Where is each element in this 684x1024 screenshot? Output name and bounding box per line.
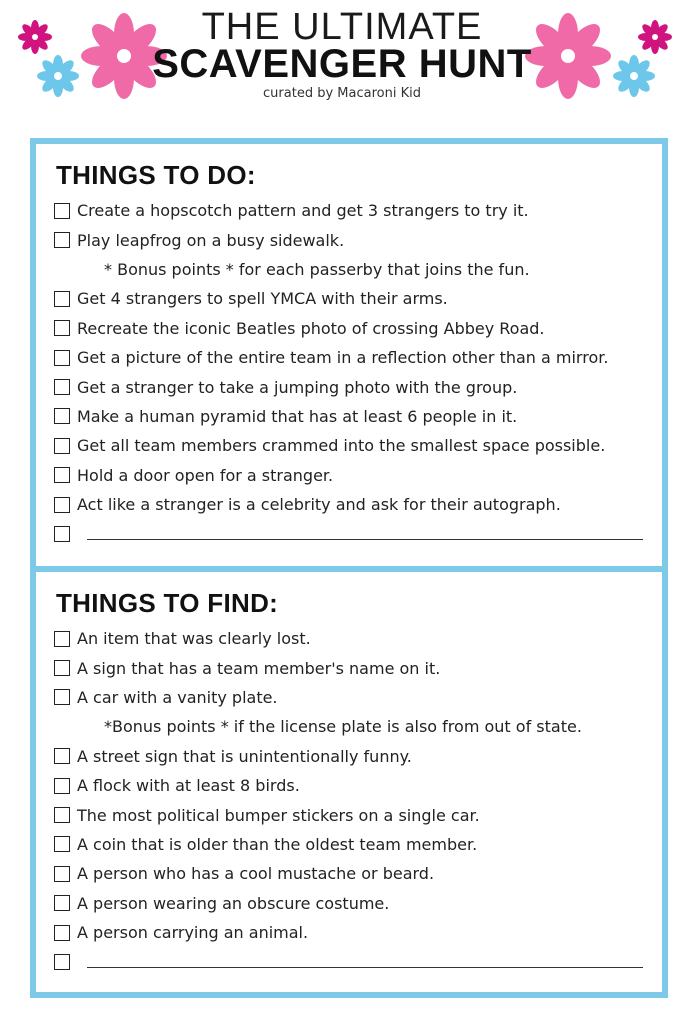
list-item bbox=[54, 830, 654, 859]
list-item bbox=[54, 402, 654, 431]
item-text: A coin that is older than the oldest team member. bbox=[77, 834, 478, 854]
checkbox[interactable] bbox=[54, 467, 70, 483]
list-item bbox=[54, 800, 654, 829]
checkbox[interactable] bbox=[54, 350, 70, 366]
item-text: Create a hopscotch pattern and get 3 strangers to try it. bbox=[77, 201, 529, 221]
write-in-line[interactable] bbox=[87, 539, 643, 540]
checkbox[interactable] bbox=[54, 836, 70, 852]
checkbox[interactable] bbox=[54, 291, 70, 307]
checkbox[interactable] bbox=[54, 748, 70, 764]
list-item bbox=[54, 742, 654, 771]
checkbox[interactable] bbox=[54, 866, 70, 882]
list-item bbox=[54, 431, 654, 460]
item-text: Get 4 strangers to spell YMCA with their arms. bbox=[77, 289, 448, 309]
write-in-line[interactable] bbox=[87, 967, 643, 968]
things-to-find-heading: THINGS TO FIND: bbox=[56, 588, 279, 618]
item-text: A flock with at least 8 birds. bbox=[77, 776, 300, 796]
list-item bbox=[54, 918, 654, 947]
checkbox[interactable] bbox=[54, 660, 70, 676]
checkbox[interactable] bbox=[54, 232, 70, 248]
item-text: A street sign that is unintentionally funny. bbox=[77, 746, 412, 766]
blank-list-item bbox=[54, 947, 654, 976]
checkbox[interactable] bbox=[54, 689, 70, 705]
item-text: An item that was clearly lost. bbox=[77, 629, 311, 649]
checkbox[interactable] bbox=[54, 408, 70, 424]
checkbox[interactable] bbox=[54, 526, 70, 542]
checkbox[interactable] bbox=[54, 895, 70, 911]
blank-list-item bbox=[54, 519, 654, 548]
list-item bbox=[54, 225, 654, 254]
item-text: The most political bumper stickers on a single car. bbox=[77, 805, 480, 825]
list-item bbox=[54, 889, 654, 918]
item-text: A person who has a cool mustache or beard. bbox=[77, 864, 435, 884]
list-item bbox=[54, 683, 654, 712]
item-text: A person wearing an obscure costume. bbox=[77, 893, 390, 913]
list-item bbox=[54, 343, 654, 372]
bonus-note-text: *Bonus points * if the license plate is also from out of state. bbox=[104, 717, 582, 737]
bonus-note bbox=[54, 255, 654, 284]
header bbox=[0, 0, 684, 128]
item-text: Hold a door open for a stranger. bbox=[77, 465, 334, 485]
checkbox[interactable] bbox=[54, 379, 70, 395]
item-text: Get a picture of the entire team in a reflection other than a mirror. bbox=[77, 348, 609, 368]
item-text: Act like a stranger is a celebrity and ask for their autograph. bbox=[77, 495, 561, 515]
checkbox[interactable] bbox=[54, 631, 70, 647]
list-item bbox=[54, 461, 654, 490]
list-item bbox=[54, 196, 654, 225]
bonus-note bbox=[54, 712, 654, 741]
item-text: Play leapfrog on a busy sidewalk. bbox=[77, 230, 345, 250]
item-text: A sign that has a team member's name on it. bbox=[77, 658, 441, 678]
subtitle: curated by Macaroni Kid bbox=[263, 86, 421, 101]
list-item bbox=[54, 771, 654, 800]
checkbox[interactable] bbox=[54, 954, 70, 970]
checkbox[interactable] bbox=[54, 497, 70, 513]
title-line-2: SCAVENGER HUNT bbox=[152, 42, 532, 86]
things-to-do-list bbox=[54, 196, 654, 549]
item-text: A car with a vanity plate. bbox=[77, 687, 278, 707]
checkbox[interactable] bbox=[54, 778, 70, 794]
list-item bbox=[54, 624, 654, 653]
checkbox[interactable] bbox=[54, 438, 70, 454]
checkbox[interactable] bbox=[54, 320, 70, 336]
list-item bbox=[54, 490, 654, 519]
list-item bbox=[54, 653, 654, 682]
things-to-do-heading: THINGS TO DO: bbox=[56, 160, 256, 190]
things-to-find-list bbox=[54, 624, 654, 977]
item-text: Make a human pyramid that has at least 6 people in it. bbox=[77, 406, 518, 426]
item-text: Recreate the iconic Beatles photo of crossing Abbey Road. bbox=[77, 318, 545, 338]
list-item bbox=[54, 372, 654, 401]
checkbox[interactable] bbox=[54, 203, 70, 219]
bonus-note-text: * Bonus points * for each passerby that joins the fun. bbox=[104, 259, 530, 279]
checkbox[interactable] bbox=[54, 925, 70, 941]
list-item bbox=[54, 284, 654, 313]
checkbox[interactable] bbox=[54, 807, 70, 823]
list-item bbox=[54, 859, 654, 888]
list-item bbox=[54, 314, 654, 343]
title-line-1: THE ULTIMATE bbox=[201, 6, 483, 48]
item-text: A person carrying an animal. bbox=[77, 923, 309, 943]
item-text: Get a stranger to take a jumping photo with the group. bbox=[77, 377, 518, 397]
things-to-find-panel bbox=[30, 566, 668, 998]
item-text: Get all team members crammed into the smallest space possible. bbox=[77, 436, 606, 456]
things-to-do-panel bbox=[30, 138, 668, 573]
